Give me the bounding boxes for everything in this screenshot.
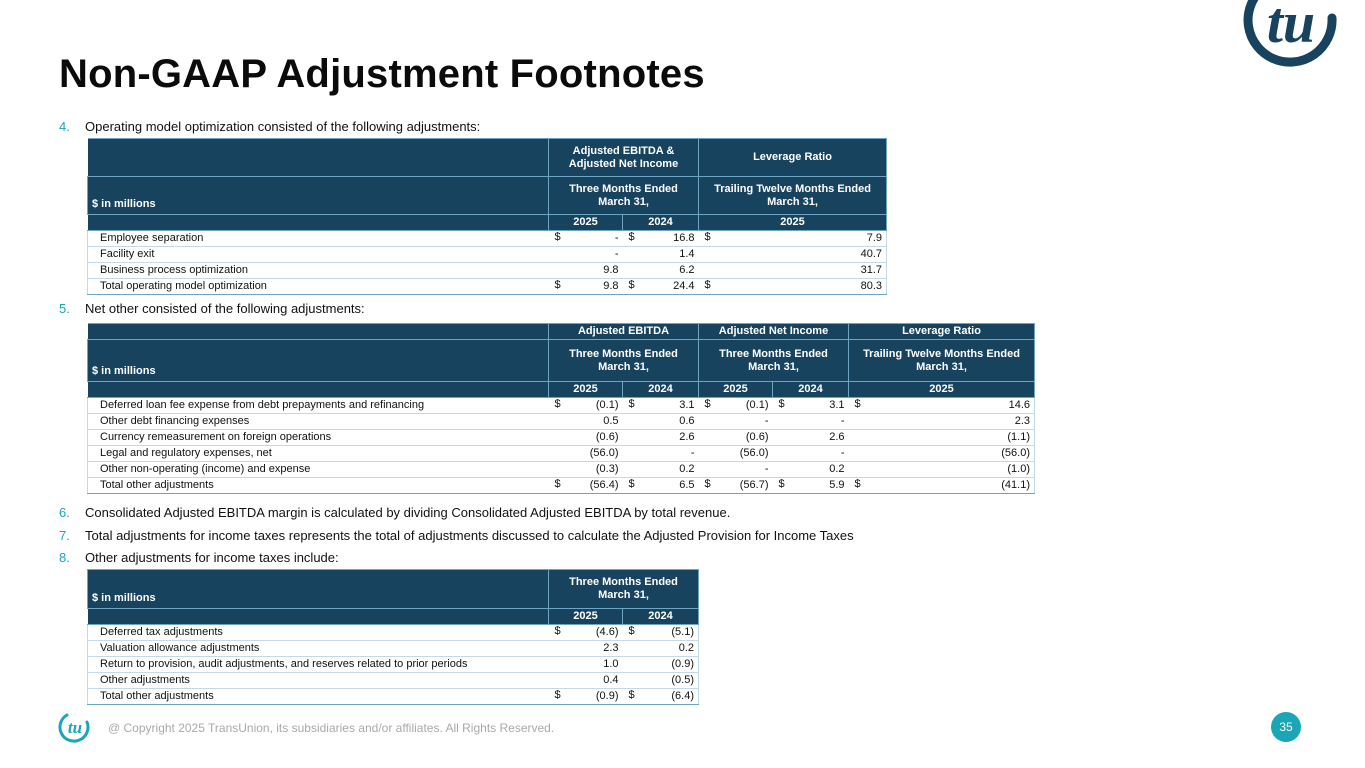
footnote-text: Total adjustments for income taxes represents the total of adjustments discussed to calculate the Adjusted Provision for Income Taxes — [85, 528, 854, 543]
cell-value: 3.1 — [829, 399, 845, 411]
cell-value: 0.6 — [679, 415, 695, 427]
table-row — [88, 673, 699, 689]
value-cell — [773, 446, 849, 462]
cell-value: 6.2 — [679, 264, 695, 276]
cell-value: (56.4) — [589, 479, 619, 491]
row-label: Business process optimization — [88, 263, 549, 279]
svg-text:tu: tu — [67, 718, 83, 737]
footnote-number: 8. — [59, 550, 70, 565]
currency-symbol: $ — [554, 625, 561, 637]
row-label: Total other adjustments — [88, 478, 549, 494]
currency-symbol: $ — [854, 398, 861, 410]
period-header-three-months: Three Months Ended March 31, — [549, 570, 699, 609]
value-cell — [699, 446, 773, 462]
cell-value: 6.5 — [679, 479, 695, 491]
cell-value: (0.9) — [595, 690, 619, 702]
currency-symbol: $ — [554, 478, 561, 490]
cell-value: (1.1) — [1007, 431, 1030, 443]
header-spacer — [88, 215, 549, 231]
header-spacer — [88, 139, 549, 177]
row-label: Return to provision, audit adjustments, and reserves related to prior periods — [88, 657, 549, 673]
currency-symbol: $ — [704, 279, 711, 291]
value-cell — [699, 247, 887, 263]
cell-value: 9.8 — [603, 264, 619, 276]
value-cell — [623, 446, 699, 462]
value-cell — [549, 231, 623, 247]
operating-model-optimization-table — [87, 138, 887, 295]
footnote-7 — [59, 528, 854, 543]
currency-symbol: $ — [554, 231, 561, 243]
period-header-three-months: Three Months Ended March 31, — [549, 177, 699, 215]
cell-value: 5.9 — [829, 479, 845, 491]
net-other-table — [87, 323, 1035, 494]
value-cell — [699, 414, 773, 430]
cell-value: 2.3 — [1014, 415, 1030, 427]
value-cell — [849, 446, 1035, 462]
header-spacer — [88, 609, 549, 625]
currency-symbol: $ — [628, 478, 635, 490]
value-cell — [549, 673, 623, 689]
cell-value: 3.1 — [679, 399, 695, 411]
footnote-4 — [59, 119, 480, 134]
period-header-three-months-ebitda: Three Months Ended March 31, — [549, 340, 699, 382]
value-cell — [699, 398, 773, 414]
value-cell — [549, 625, 623, 641]
year-header: 2025 — [549, 609, 623, 625]
value-cell — [699, 279, 887, 295]
row-label: Total operating model optimization — [88, 279, 549, 295]
value-cell — [549, 279, 623, 295]
value-cell — [549, 657, 623, 673]
footnote-5 — [59, 301, 365, 316]
footnote-text: Consolidated Adjusted EBITDA margin is calculated by dividing Consolidated Adjusted EBITDA by total revenue. — [85, 505, 731, 520]
value-cell — [623, 263, 699, 279]
value-cell — [849, 462, 1035, 478]
table-row — [88, 430, 1035, 446]
value-cell — [623, 279, 699, 295]
cell-value: 0.5 — [603, 415, 619, 427]
table-row — [88, 462, 1035, 478]
cell-value: (0.9) — [671, 658, 694, 670]
value-cell — [773, 414, 849, 430]
year-header: 2025 — [849, 382, 1035, 398]
footnote-number: 4. — [59, 119, 70, 134]
value-cell — [549, 247, 623, 263]
units-label: $ in millions — [88, 340, 549, 382]
cell-value: (41.1) — [1001, 479, 1030, 491]
currency-symbol: $ — [628, 625, 635, 637]
value-cell — [549, 446, 623, 462]
row-label: Other debt financing expenses — [88, 414, 549, 430]
row-label: Deferred loan fee expense from debt prepayments and refinancing — [88, 398, 549, 414]
currency-symbol: $ — [628, 689, 635, 701]
cell-value: 2.3 — [603, 642, 619, 654]
transunion-logo — [1236, 0, 1340, 74]
table-row — [88, 657, 699, 673]
row-label: Facility exit — [88, 247, 549, 263]
cell-value: (56.7) — [739, 479, 769, 491]
row-label: Currency remeasurement on foreign operations — [88, 430, 549, 446]
value-cell — [549, 478, 623, 494]
group-header-adjusted-ebitda: Adjusted EBITDA — [549, 324, 699, 340]
cell-value: 7.9 — [866, 232, 883, 244]
income-tax-adjustments-table — [87, 569, 699, 705]
value-cell — [849, 430, 1035, 446]
cell-value: 9.8 — [603, 280, 619, 292]
value-cell — [773, 478, 849, 494]
cell-value: - — [690, 447, 695, 459]
cell-value: (5.1) — [671, 626, 694, 638]
cell-value: 0.2 — [678, 642, 694, 654]
footnote-6 — [59, 505, 730, 520]
value-cell — [623, 641, 699, 657]
value-cell — [699, 231, 887, 247]
value-cell — [623, 689, 699, 705]
footnote-8 — [59, 550, 339, 565]
value-cell — [699, 478, 773, 494]
footnote-number: 7. — [59, 528, 70, 543]
page-title: Non-GAAP Adjustment Footnotes — [59, 52, 705, 96]
value-cell — [849, 414, 1035, 430]
value-cell — [549, 689, 623, 705]
table-row — [88, 398, 1035, 414]
value-cell — [549, 398, 623, 414]
currency-symbol: $ — [854, 478, 861, 490]
table-row — [88, 263, 887, 279]
cell-value: 16.8 — [673, 232, 695, 244]
currency-symbol: $ — [554, 279, 561, 291]
cell-value: 1.0 — [603, 658, 619, 670]
row-label: Legal and regulatory expenses, net — [88, 446, 549, 462]
cell-value: - — [614, 232, 619, 244]
cell-value: 0.2 — [829, 463, 845, 475]
footnote-text: Operating model optimization consisted of the following adjustments: — [85, 119, 481, 134]
period-header-ttm: Trailing Twelve Months Ended March 31, — [699, 177, 887, 215]
cell-value: (0.6) — [745, 431, 769, 443]
period-header-three-months-net-income: Three Months Ended March 31, — [699, 340, 849, 382]
total-row — [88, 478, 1035, 494]
total-row — [88, 689, 699, 705]
value-cell — [623, 462, 699, 478]
cell-value: (0.1) — [745, 399, 769, 411]
value-cell — [623, 625, 699, 641]
currency-symbol: $ — [554, 398, 561, 410]
value-cell — [549, 462, 623, 478]
group-header-adjusted-net-income: Adjusted Net Income — [699, 324, 849, 340]
value-cell — [623, 414, 699, 430]
row-label: Deferred tax adjustments — [88, 625, 549, 641]
cell-value: - — [764, 415, 769, 427]
footnote-text: Net other consisted of the following adjustments: — [85, 301, 365, 316]
header-spacer — [88, 324, 549, 340]
value-cell — [849, 478, 1035, 494]
row-label: Other adjustments — [88, 673, 549, 689]
value-cell — [623, 430, 699, 446]
year-header: 2025 — [549, 382, 623, 398]
cell-value: 24.4 — [673, 280, 695, 292]
value-cell — [549, 641, 623, 657]
cell-value: 80.3 — [860, 280, 883, 292]
year-header: 2024 — [623, 609, 699, 625]
table-row — [88, 446, 1035, 462]
currency-symbol: $ — [704, 231, 711, 243]
value-cell — [773, 398, 849, 414]
table-row — [88, 247, 887, 263]
table-row — [88, 414, 1035, 430]
currency-symbol: $ — [704, 478, 711, 490]
year-header: 2024 — [623, 215, 699, 231]
year-header: 2024 — [773, 382, 849, 398]
currency-symbol: $ — [554, 689, 561, 701]
row-label: Total other adjustments — [88, 689, 549, 705]
row-label: Valuation allowance adjustments — [88, 641, 549, 657]
page-number-badge: 35 — [1271, 712, 1301, 742]
cell-value: (0.1) — [595, 399, 619, 411]
value-cell — [623, 398, 699, 414]
value-cell — [549, 263, 623, 279]
cell-value: 1.4 — [679, 248, 695, 260]
year-header: 2024 — [623, 382, 699, 398]
value-cell — [623, 231, 699, 247]
cell-value: (0.5) — [671, 674, 694, 686]
currency-symbol: $ — [778, 478, 785, 490]
cell-value: - — [614, 248, 619, 260]
cell-value: (56.0) — [739, 447, 769, 459]
group-header-leverage-ratio: Leverage Ratio — [699, 139, 887, 177]
copyright-notice: @ Copyright 2025 TransUnion, its subsidiaries and/or affiliates. All Rights Reserved. — [108, 721, 555, 735]
cell-value: (6.4) — [671, 690, 694, 702]
value-cell — [699, 263, 887, 279]
footnote-text: Other adjustments for income taxes include: — [85, 550, 339, 565]
group-header-leverage-ratio: Leverage Ratio — [849, 324, 1035, 340]
cell-value: 40.7 — [860, 248, 883, 260]
cell-value: (0.6) — [595, 431, 619, 443]
row-label: Other non-operating (income) and expense — [88, 462, 549, 478]
year-header: 2025 — [549, 215, 623, 231]
value-cell — [549, 414, 623, 430]
currency-symbol: $ — [628, 231, 635, 243]
cell-value: (56.0) — [1001, 447, 1030, 459]
footnote-number: 5. — [59, 301, 70, 316]
cell-value: 31.7 — [860, 264, 883, 276]
total-row — [88, 279, 887, 295]
table-row — [88, 641, 699, 657]
currency-symbol: $ — [628, 398, 635, 410]
cell-value: - — [764, 463, 769, 475]
value-cell — [623, 657, 699, 673]
cell-value: 0.4 — [603, 674, 619, 686]
table-row — [88, 231, 887, 247]
row-label: Employee separation — [88, 231, 549, 247]
value-cell — [623, 478, 699, 494]
cell-value: 2.6 — [679, 431, 695, 443]
value-cell — [849, 398, 1035, 414]
cell-value: (56.0) — [589, 447, 619, 459]
currency-symbol: $ — [778, 398, 785, 410]
cell-value: 2.6 — [829, 431, 845, 443]
cell-value: (4.6) — [595, 626, 619, 638]
units-label: $ in millions — [88, 177, 549, 215]
svg-text:tu: tu — [1266, 0, 1316, 55]
value-cell — [699, 462, 773, 478]
year-header: 2025 — [699, 382, 773, 398]
cell-value: - — [840, 447, 845, 459]
value-cell — [773, 430, 849, 446]
cell-value: (1.0) — [1007, 463, 1030, 475]
header-spacer — [88, 382, 549, 398]
currency-symbol: $ — [704, 398, 711, 410]
footnote-number: 6. — [59, 505, 70, 520]
cell-value: 0.2 — [679, 463, 695, 475]
transunion-footer-logo — [58, 712, 90, 744]
value-cell — [699, 430, 773, 446]
value-cell — [623, 247, 699, 263]
group-header-adjusted-ebitda-net-income: Adjusted EBITDA & Adjusted Net Income — [549, 139, 699, 177]
units-label: $ in millions — [88, 570, 549, 609]
table-row — [88, 625, 699, 641]
year-header: 2025 — [699, 215, 887, 231]
currency-symbol: $ — [628, 279, 635, 291]
cell-value: 14.6 — [1008, 399, 1030, 411]
value-cell — [549, 430, 623, 446]
cell-value: - — [840, 415, 845, 427]
cell-value: (0.3) — [595, 463, 619, 475]
value-cell — [773, 462, 849, 478]
value-cell — [623, 673, 699, 689]
period-header-ttm: Trailing Twelve Months Ended March 31, — [849, 340, 1035, 382]
